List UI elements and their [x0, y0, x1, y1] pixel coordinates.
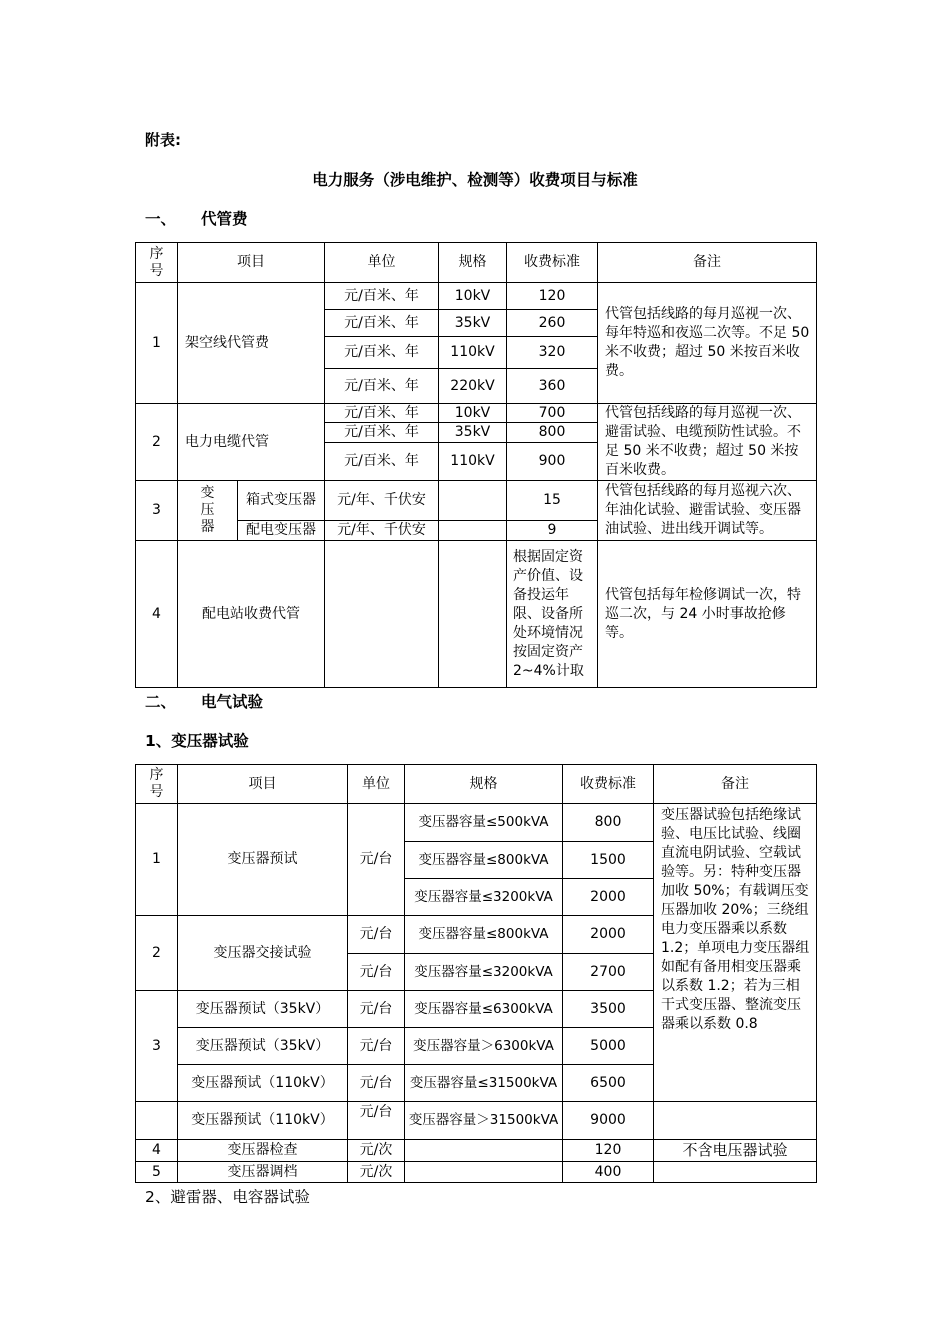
- row-spec: 变压器容量≤500kVA: [405, 804, 563, 842]
- row-spec: 35kV: [439, 423, 507, 443]
- row-note: 不含电压器试验: [654, 1140, 817, 1162]
- table-row: [136, 283, 817, 310]
- row-item: 变压器调档: [178, 1162, 348, 1183]
- row-seq: [136, 1102, 178, 1140]
- row-spec: [439, 521, 507, 541]
- row-spec: [439, 541, 507, 688]
- section-2-title: 电气试验: [201, 693, 264, 711]
- row-item: 配电站收费代管: [178, 541, 325, 688]
- row-fee: 根据固定资产价值、设备投运年限、设备所处环境情况按固定资产2~4%计取: [507, 541, 598, 688]
- row-unit: 元/台: [348, 991, 405, 1028]
- row-note: 代管包括线路的每月巡视六次、年油化试验、避雷试验、变压器油试验、进出线开调试等。: [598, 481, 817, 541]
- row-spec: [405, 1140, 563, 1162]
- table-row: [136, 1162, 817, 1183]
- row-unit: 元/年、千伏安: [325, 521, 439, 541]
- row-spec: 变压器容量＞6300kVA: [405, 1028, 563, 1065]
- row-fee: 800: [563, 804, 654, 842]
- row-fee: 260: [507, 310, 598, 337]
- row-spec: 变压器容量≤3200kVA: [405, 879, 563, 916]
- row-fee: 900: [507, 443, 598, 481]
- row-fee: 2000: [563, 916, 654, 954]
- row-unit: 元/台: [348, 1028, 405, 1065]
- row-fee: 9000: [563, 1102, 654, 1140]
- header-item: 项目: [178, 765, 348, 804]
- row-seq: 2: [136, 404, 178, 481]
- header-spec: 规格: [439, 243, 507, 283]
- row-fee: 15: [507, 481, 598, 521]
- row-fee: 800: [507, 423, 598, 443]
- header-spec: 规格: [405, 765, 563, 804]
- table-row: [136, 1140, 817, 1162]
- row-spec: 220kV: [439, 369, 507, 404]
- row-note: [654, 1102, 817, 1140]
- row-spec: 变压器容量≤800kVA: [405, 916, 563, 954]
- row-fee: 5000: [563, 1028, 654, 1065]
- row-item: 配电变压器: [238, 521, 325, 541]
- row-unit: 元/台: [348, 916, 405, 954]
- row-note: 代管包括线路的每月巡视一次、避雷试验、电缆预防性试验。不足 50 米不收费；超过 50 米按百米收费。: [598, 404, 817, 481]
- row-fee: 2000: [563, 879, 654, 916]
- row-spec: 变压器容量≤31500kVA: [405, 1065, 563, 1102]
- row-unit: 元/台: [348, 1065, 405, 1102]
- row-item: 架空线代管费: [178, 283, 325, 404]
- row-fee: 1500: [563, 842, 654, 879]
- row-unit: 元/百米、年: [325, 423, 439, 443]
- row-spec: 变压器容量≤800kVA: [405, 842, 563, 879]
- row-spec: 变压器容量≤6300kVA: [405, 991, 563, 1028]
- subsection-1-title: 1、变压器试验: [145, 732, 249, 750]
- row-fee: 9: [507, 521, 598, 541]
- document-title: 电力服务（涉电维护、检测等）收费项目与标准: [312, 171, 638, 189]
- row-fee: 6500: [563, 1065, 654, 1102]
- table-row: [136, 404, 817, 423]
- row-item: 变压器预试（110kV）: [178, 1065, 348, 1102]
- row-unit: 元/百米、年: [325, 404, 439, 423]
- row-unit: 元/台: [348, 804, 405, 916]
- header-note: 备注: [598, 243, 817, 283]
- row-fee: 400: [563, 1162, 654, 1183]
- row-spec: 35kV: [439, 310, 507, 337]
- row-fee: 320: [507, 337, 598, 369]
- row-seq: 3: [136, 991, 178, 1102]
- row-seq: 1: [136, 804, 178, 916]
- row-unit: [325, 541, 439, 688]
- row-note: 代管包括线路的每月巡视一次、每年特巡和夜巡二次等。不足 50 米不收费；超过 50 米按百米收费。: [598, 283, 817, 404]
- row-spec: 10kV: [439, 283, 507, 310]
- row-item: 变压器预试（110kV）: [178, 1102, 348, 1140]
- header-seq: 序号: [136, 243, 178, 283]
- row-category: 变压器: [178, 481, 238, 541]
- row-fee: 120: [563, 1140, 654, 1162]
- header-item: 项目: [178, 243, 325, 283]
- row-seq: 5: [136, 1162, 178, 1183]
- section-1-title: 代管费: [201, 210, 248, 228]
- row-item: 变压器交接试验: [178, 916, 348, 991]
- row-spec: [439, 481, 507, 521]
- row-seq: 1: [136, 283, 178, 404]
- subsection-2-title: 2、避雷器、电容器试验: [145, 1188, 310, 1206]
- row-spec: 变压器容量≤3200kVA: [405, 954, 563, 991]
- header-note: 备注: [654, 765, 817, 804]
- row-unit: 元/百米、年: [325, 337, 439, 369]
- row-seq: 2: [136, 916, 178, 991]
- management-fee-table: [135, 242, 817, 688]
- row-seq: 4: [136, 541, 178, 688]
- row-fee: 120: [507, 283, 598, 310]
- row-item: 箱式变压器: [238, 481, 325, 521]
- row-unit: 元/台: [348, 1102, 405, 1140]
- row-fee: 360: [507, 369, 598, 404]
- row-item: 变压器检查: [178, 1140, 348, 1162]
- attachment-label: 附表:: [145, 131, 181, 149]
- section-1-number: 一、: [145, 210, 177, 228]
- row-spec: 110kV: [439, 337, 507, 369]
- row-unit: 元/台: [348, 954, 405, 991]
- row-fee: 3500: [563, 991, 654, 1028]
- row-item: 变压器预试（35kV）: [178, 1028, 348, 1065]
- header-seq: 序号: [136, 765, 178, 804]
- header-fee: 收费标准: [507, 243, 598, 283]
- row-note: 变压器试验包括绝缘试验、电压比试验、线圈直流电阴试验、空载试验等。另：特种变压器加收 50%；有载调压变压器加收 20%；三绕组电力变压器乘以系数 1.2；单项电力变压器组如配有备用相变压器乘以系数 1.2；若为三相干式变压器、整流变压器乘以系数 0.8: [654, 804, 817, 1102]
- row-seq: 3: [136, 481, 178, 541]
- row-unit: 元/次: [348, 1162, 405, 1183]
- header-unit: 单位: [325, 243, 439, 283]
- row-item: 变压器预试: [178, 804, 348, 916]
- row-spec: [405, 1162, 563, 1183]
- row-unit: 元/百米、年: [325, 283, 439, 310]
- row-fee: 2700: [563, 954, 654, 991]
- row-unit: 元/百米、年: [325, 369, 439, 404]
- table-row: [136, 481, 817, 521]
- table-row: [136, 804, 817, 842]
- table-row: [136, 541, 817, 688]
- table-row: [136, 1102, 817, 1140]
- row-seq: 4: [136, 1140, 178, 1162]
- row-unit: 元/百米、年: [325, 310, 439, 337]
- row-unit: 元/年、千伏安: [325, 481, 439, 521]
- section-2-number: 二、: [145, 693, 177, 711]
- header-unit: 单位: [348, 765, 405, 804]
- row-spec: 110kV: [439, 443, 507, 481]
- row-item: 变压器预试（35kV）: [178, 991, 348, 1028]
- row-note: [654, 1162, 817, 1183]
- row-item: 电力电缆代管: [178, 404, 325, 481]
- transformer-test-table: [135, 764, 817, 1183]
- table-header-row: [136, 765, 817, 804]
- header-fee: 收费标准: [563, 765, 654, 804]
- row-spec: 变压器容量＞31500kVA: [405, 1102, 563, 1140]
- row-unit: 元/次: [348, 1140, 405, 1162]
- row-note: 代管包括每年检修调试一次，特巡二次，与 24 小时事故抢修等。: [598, 541, 817, 688]
- row-spec: 10kV: [439, 404, 507, 423]
- table-header-row: [136, 243, 817, 283]
- row-fee: 700: [507, 404, 598, 423]
- row-unit: 元/百米、年: [325, 443, 439, 481]
